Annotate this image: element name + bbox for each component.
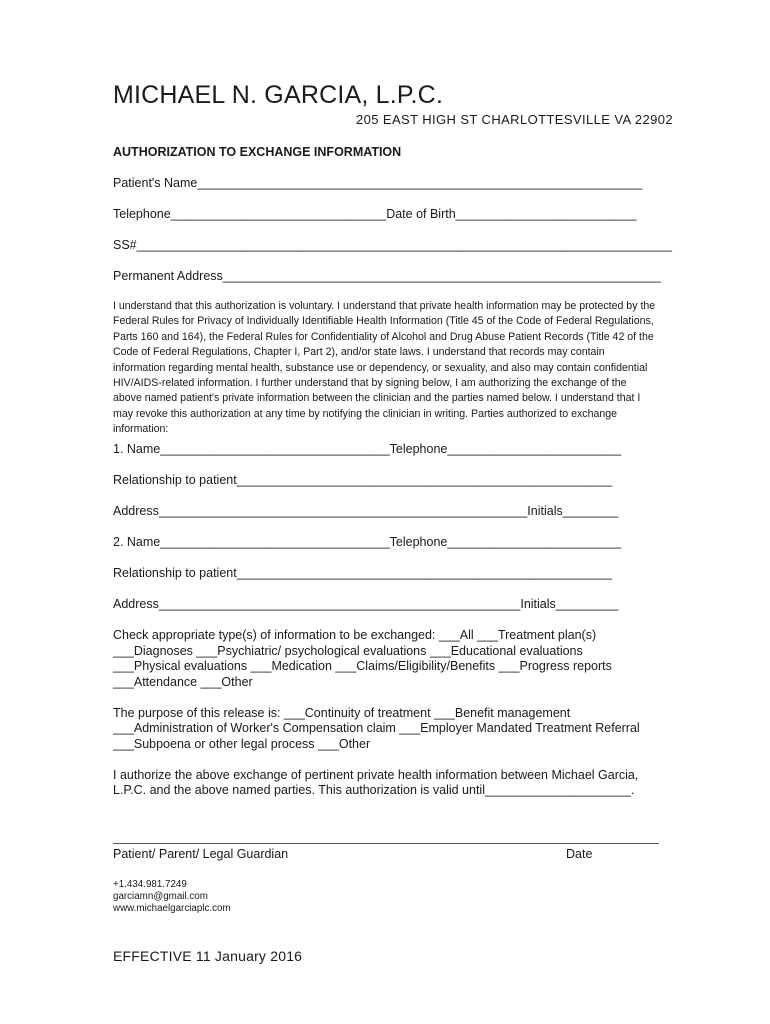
party1-address-initials-field[interactable]: Address_____________________________________________________Initials________	[113, 504, 619, 518]
practice-address: 205 EAST HIGH ST CHARLOTTESVILLE VA 22902	[356, 112, 673, 127]
info-types-line-2[interactable]: ___Diagnoses ___Psychiatric/ psychological evaluations ___Educational evaluations	[113, 644, 583, 658]
contact-website: www.michaelgarciaplc.com	[113, 903, 231, 914]
form-heading: AUTHORIZATION TO EXCHANGE INFORMATION	[113, 145, 402, 159]
ssn-field[interactable]: SS#_____________________________________________________________________________	[113, 238, 672, 252]
authorization-valid-until-field[interactable]: L.P.C. and the above named parties. This authorization is valid until_____________________.	[113, 783, 635, 797]
info-types-line-3[interactable]: ___Physical evaluations ___Medication ___Claims/Eligibility/Benefits ___Progress reports	[113, 659, 612, 673]
purpose-line-3[interactable]: ___Subpoena or other legal process ___Other	[113, 737, 371, 751]
consent-paragraph: I understand that this authorization is voluntary. I understand that private health information may be protected by the Federal Rules for Privacy of Individually Identifiable Health Information (Title 45 of the Code of Federal Regulations, Parts 160 and 164), the Federal Rules for Confidentiality of Alcohol and Drug Abuse Patient Records (Title 42 of the Code of Federal Regulations, Chapter I, Part 2), and/or state laws. I understand that records may contain information regarding mental health, substance use or dependency, or sexuality, and also may contain confidential HIV/AIDS-related information. I further understand that by signing below, I am authorizing the exchange of the above named patient's private information between the clinician and the parties named below. I understand that I may revoke this authorization at any time by notifying the clinician in writing. Parties authorized to exchange information:	[113, 300, 656, 436]
party2-name-telephone-field[interactable]: 2. Name_________________________________Telephone_________________________	[113, 535, 622, 549]
authorization-line-1: I authorize the above exchange of pertinent private health information between Michael Garcia,	[113, 768, 639, 782]
party1-relationship-field[interactable]: Relationship to patient______________________________________________________	[113, 473, 613, 487]
contact-email: garciamn@gmail.com	[113, 891, 208, 902]
permanent-address-field[interactable]: Permanent Address_______________________________________________________________	[113, 269, 661, 283]
telephone-dob-field[interactable]: Telephone_______________________________Date of Birth__________________________	[113, 207, 637, 221]
purpose-line-2[interactable]: ___Administration of Worker's Compensation claim ___Employer Mandated Treatment Referral	[113, 721, 640, 735]
date-label: Date	[566, 847, 593, 861]
info-types-line-4[interactable]: ___Attendance ___Other	[113, 675, 253, 689]
purpose-line-1[interactable]: The purpose of this release is: ___Continuity of treatment ___Benefit management	[113, 706, 571, 720]
patient-name-field[interactable]: Patient's Name________________________________________________________________	[113, 176, 643, 190]
party2-relationship-field[interactable]: Relationship to patient______________________________________________________	[113, 566, 613, 580]
practice-name: MICHAEL N. GARCIA, L.P.C.	[113, 81, 444, 109]
contact-phone: +1.434.981.7249	[113, 879, 187, 890]
info-types-line-1[interactable]: Check appropriate type(s) of information to be exchanged: ___All ___Treatment plan(s)	[113, 628, 597, 642]
party2-address-initials-field[interactable]: Address____________________________________________________Initials_________	[113, 597, 619, 611]
party1-name-telephone-field[interactable]: 1. Name_________________________________Telephone_________________________	[113, 442, 622, 456]
signature-label: Patient/ Parent/ Legal Guardian	[113, 847, 289, 861]
signature-line[interactable]	[113, 843, 659, 844]
effective-date: EFFECTIVE 11 January 2016	[113, 948, 303, 964]
